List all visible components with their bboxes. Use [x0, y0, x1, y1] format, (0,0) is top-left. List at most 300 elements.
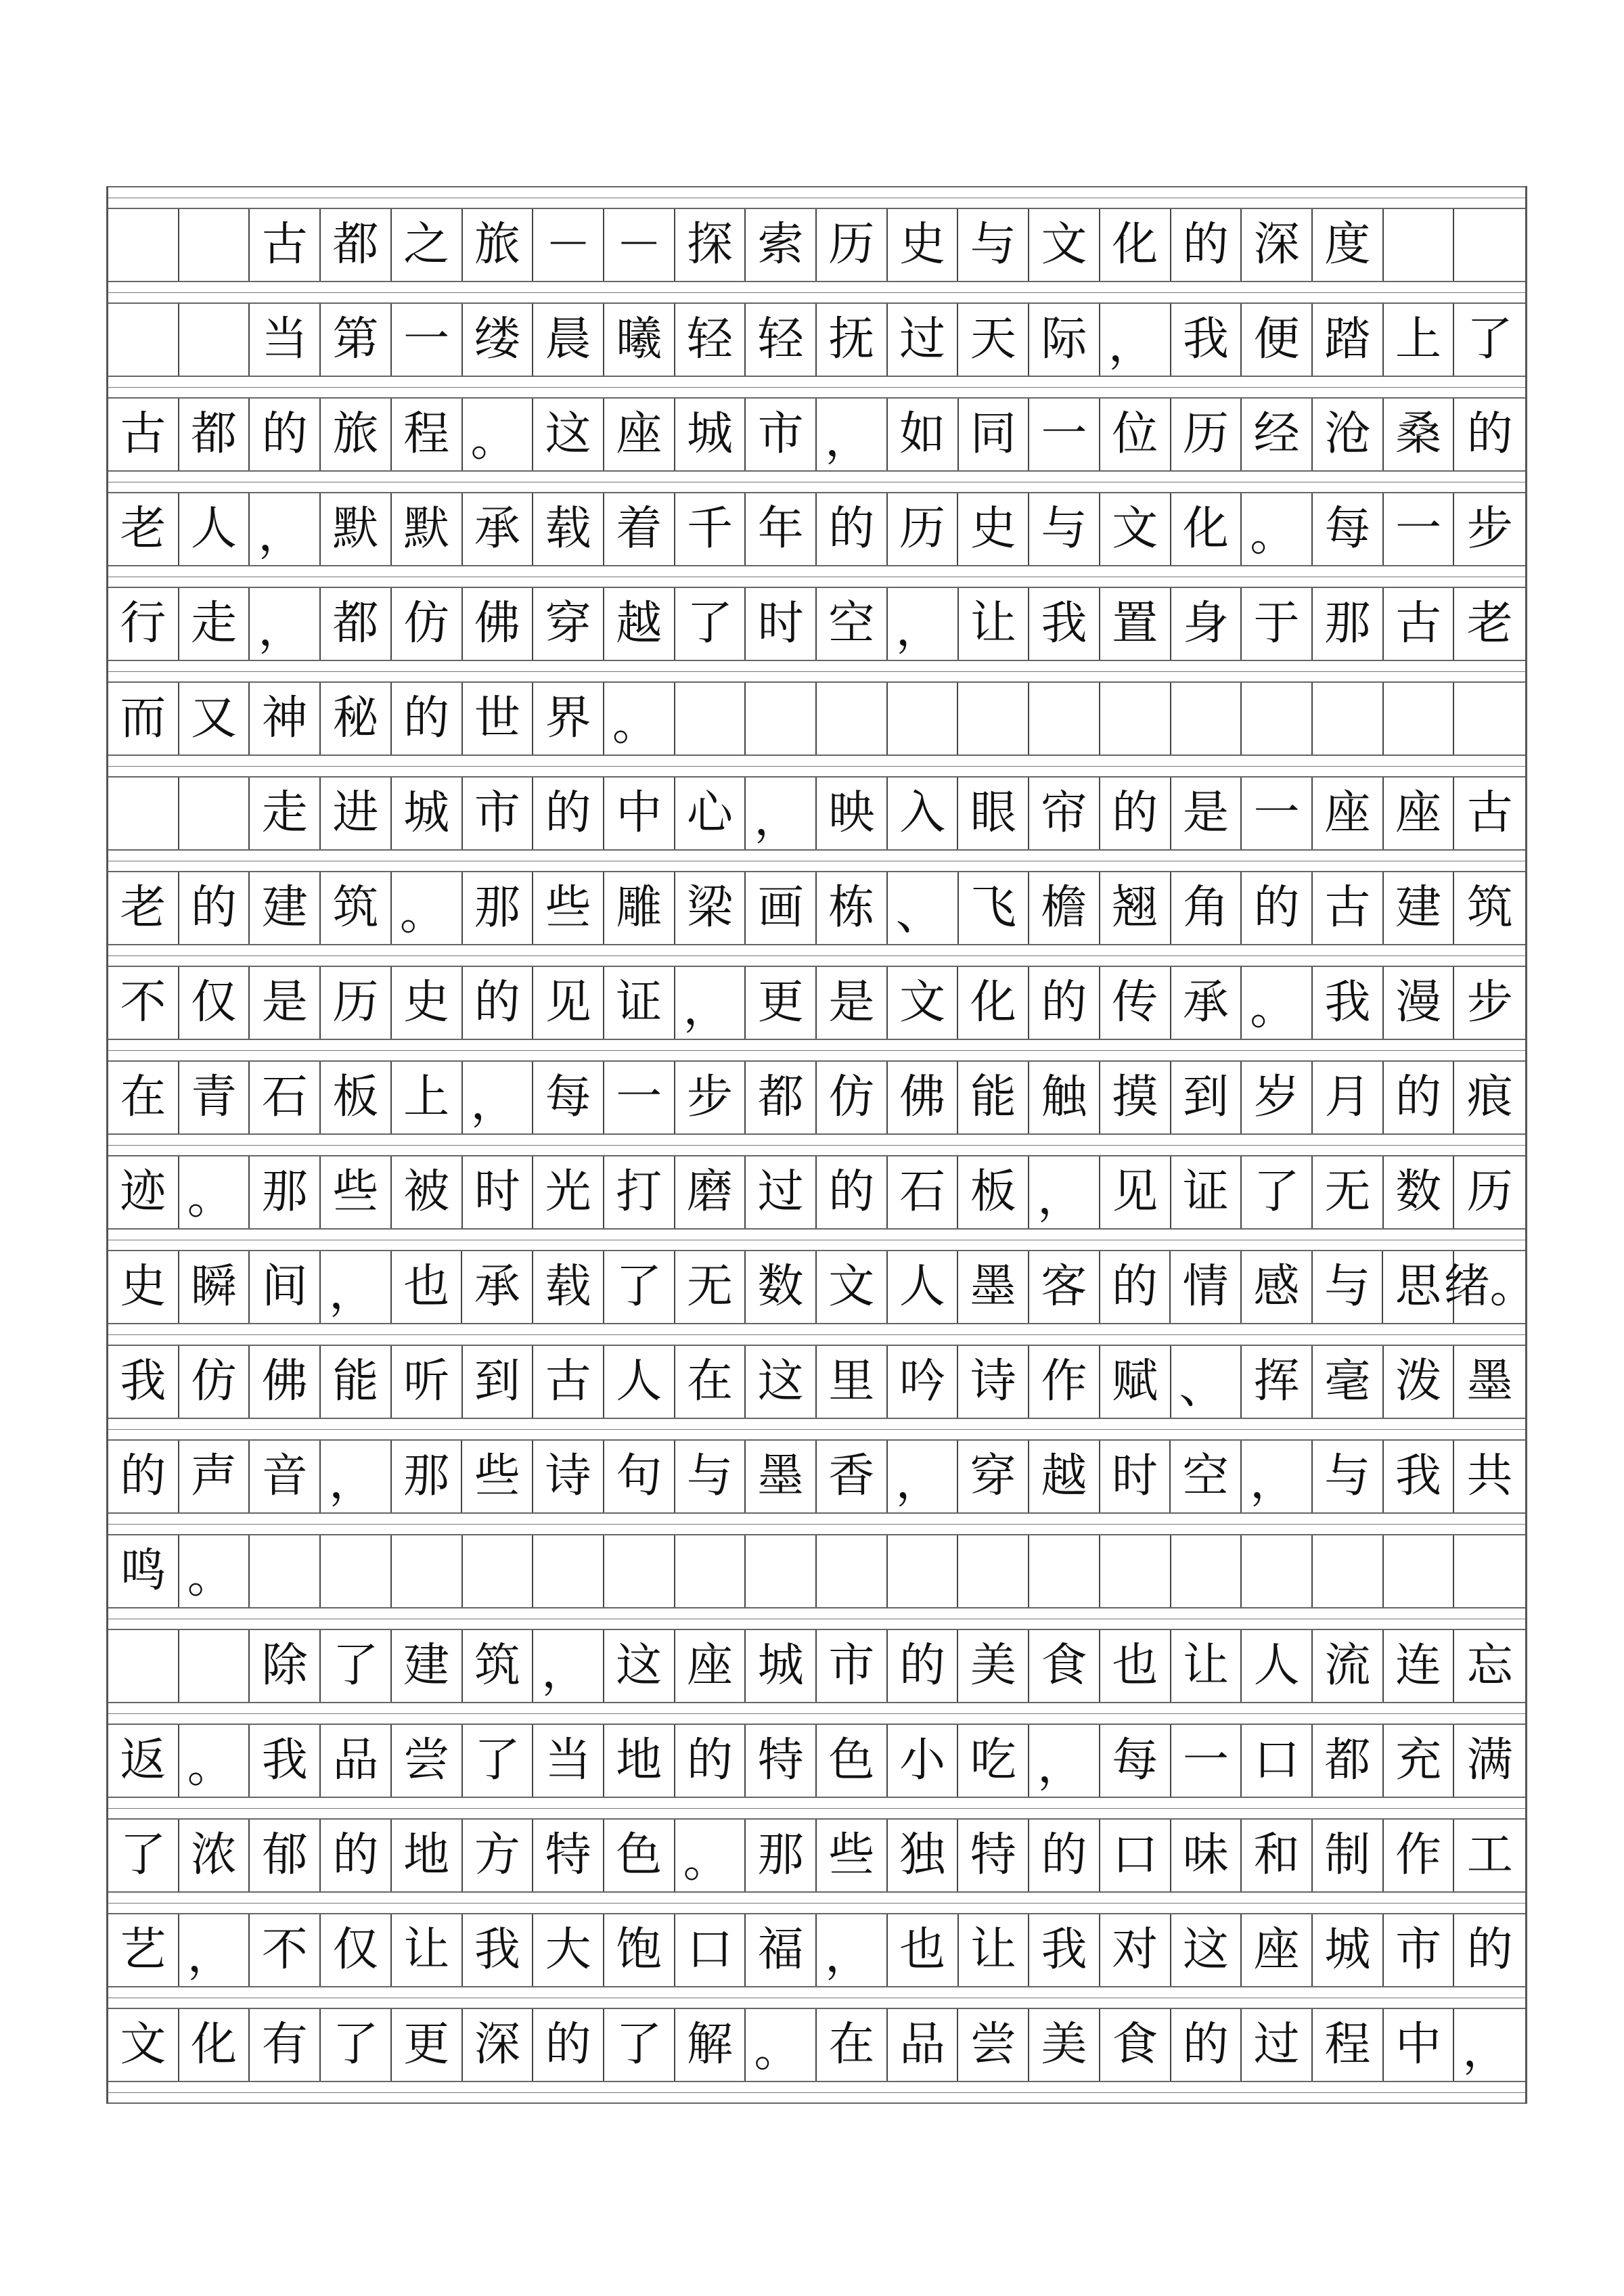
grid-cell: 进 — [321, 778, 392, 849]
grid-cell: 数 — [746, 1251, 817, 1323]
grid-cell: 入 — [888, 778, 959, 849]
grid-cell: ， — [250, 493, 321, 565]
grid-cell: 地 — [604, 1725, 675, 1797]
grid-cell: 了 — [604, 1251, 675, 1323]
grid-cell: 的 — [888, 1630, 959, 1702]
grid-cell: 行 — [108, 588, 179, 660]
grid-cell: 默 — [392, 493, 463, 565]
grid-cell: 越 — [1029, 1441, 1100, 1512]
grid-cell: 史 — [888, 209, 959, 281]
grid-cell: 化 — [179, 2009, 250, 2081]
grid-cell: 的 — [1171, 2009, 1242, 2081]
text-row — [108, 1346, 1525, 1418]
grid-cell: 独 — [888, 1820, 959, 1891]
empty-grid-cell — [675, 1535, 746, 1607]
grid-cell: 历 — [1171, 399, 1242, 470]
grid-cell: 音 — [250, 1441, 321, 1512]
ruled-gap — [108, 755, 1525, 778]
grid-cell: ， — [1029, 1156, 1100, 1228]
grid-cell: ， — [817, 1914, 888, 1986]
grid-cell: 人 — [179, 493, 250, 565]
empty-grid-cell — [179, 1630, 250, 1702]
grid-cell: 第 — [321, 304, 392, 376]
grid-cell: 栋 — [817, 872, 888, 944]
grid-cell: 打 — [604, 1156, 675, 1228]
grid-cell: 便 — [1242, 304, 1313, 376]
grid-cell: 天 — [958, 304, 1029, 376]
grid-cell: 帘 — [1029, 778, 1100, 849]
grid-cell: 无 — [675, 1251, 746, 1323]
grid-cell: 市 — [1384, 1914, 1455, 1986]
grid-cell: ， — [675, 967, 746, 1039]
empty-grid-cell — [1454, 1535, 1525, 1607]
grid-cell: 作 — [1029, 1346, 1100, 1418]
grid-cell: 句 — [604, 1441, 675, 1512]
grid-cell: 仅 — [321, 1914, 392, 1986]
grid-cell: 古 — [1384, 588, 1455, 660]
empty-grid-cell — [533, 1535, 604, 1607]
grid-cell: 与 — [1313, 1441, 1384, 1512]
grid-cell: 缕 — [463, 304, 534, 376]
grid-cell: 摸 — [1100, 1062, 1171, 1133]
grid-cell: 触 — [1029, 1062, 1100, 1133]
grid-cell: 这 — [533, 399, 604, 470]
grid-cell: 特 — [746, 1725, 817, 1797]
grid-cell: 返 — [108, 1725, 179, 1797]
grid-cell: 历 — [888, 493, 959, 565]
grid-cell: 载 — [533, 493, 604, 565]
grid-cell: 些 — [817, 1820, 888, 1891]
grid-cell: 市 — [817, 1630, 888, 1702]
grid-cell: 承 — [462, 1251, 533, 1323]
grid-cell: 与 — [1313, 1251, 1384, 1323]
empty-grid-cell — [179, 304, 250, 376]
grid-cell: 座 — [604, 399, 675, 470]
ruled-gap — [108, 660, 1525, 683]
grid-cell: 大 — [533, 1914, 604, 1986]
empty-grid-cell — [888, 683, 959, 755]
grid-cell: 都 — [321, 209, 392, 281]
grid-cell: 思 — [1383, 1251, 1454, 1323]
empty-grid-cell — [1313, 1535, 1384, 1607]
grid-cell: 如 — [888, 399, 959, 470]
grid-cell: 听 — [392, 1346, 463, 1418]
grid-cell: 漫 — [1384, 967, 1455, 1039]
grid-cell: 光 — [533, 1156, 604, 1228]
grid-cell: 诗 — [533, 1441, 604, 1512]
grid-cell: 作 — [1384, 1820, 1455, 1891]
grid-cell: ， — [1029, 1725, 1100, 1797]
empty-grid-cell — [1242, 1535, 1313, 1607]
empty-grid-cell — [888, 1535, 959, 1607]
grid-cell: 那 — [392, 1441, 463, 1512]
empty-grid-cell — [604, 1535, 675, 1607]
grid-cell: 也 — [888, 1914, 959, 1986]
grid-cell: 了 — [1242, 1156, 1313, 1228]
empty-grid-cell — [1100, 1535, 1171, 1607]
grid-cell: 的 — [533, 2009, 604, 2081]
grid-cell: 轻 — [746, 304, 817, 376]
grid-cell: 美 — [958, 1630, 1029, 1702]
grid-cell: 无 — [1313, 1156, 1384, 1228]
grid-cell: 数 — [1384, 1156, 1455, 1228]
grid-cell: 又 — [179, 683, 250, 755]
grid-cell: 而 — [108, 683, 179, 755]
grid-cell: 品 — [321, 1725, 392, 1797]
grid-cell: 些 — [321, 1156, 392, 1228]
grid-cell: 过 — [888, 304, 959, 376]
empty-grid-cell — [1242, 683, 1313, 755]
grid-cell: 那 — [250, 1156, 321, 1228]
grid-cell: 我 — [1384, 1441, 1455, 1512]
grid-cell: 上 — [392, 1062, 463, 1133]
grid-cell: 板 — [321, 1062, 392, 1133]
grid-cell: － — [533, 209, 604, 281]
grid-cell: 不 — [250, 1914, 321, 1986]
grid-cell: 中 — [1384, 2009, 1455, 2081]
grid-cell: 梁 — [675, 872, 746, 944]
grid-cell: 能 — [958, 1062, 1029, 1133]
grid-cell: 感 — [1242, 1251, 1313, 1323]
grid-cell: 赋 — [1100, 1346, 1171, 1418]
grid-cell: 过 — [1242, 2009, 1313, 2081]
grid-cell: 尝 — [958, 2009, 1029, 2081]
grid-cell: 是 — [817, 967, 888, 1039]
grid-cell: 建 — [1384, 872, 1455, 944]
grid-cell: 一 — [1384, 493, 1455, 565]
grid-cell: 满 — [1466, 1734, 1513, 1787]
grid-cell: 承 — [1171, 967, 1242, 1039]
grid-cell: 程 — [392, 399, 463, 470]
grid-cell: 市 — [746, 399, 817, 470]
text-row — [108, 588, 1525, 660]
empty-grid-cell — [675, 683, 746, 755]
grid-cell: 郁 — [250, 1820, 321, 1891]
grid-cell: 艺 — [108, 1914, 179, 1986]
grid-cell: 度 — [1313, 209, 1384, 281]
grid-cell: 鸣 — [108, 1535, 179, 1607]
grid-cell: 都 — [1313, 1725, 1384, 1797]
grid-cell: 迹 — [108, 1156, 179, 1228]
grid-cell: 晨 — [533, 304, 604, 376]
grid-cell: 老 — [108, 872, 179, 944]
grid-cell: 沧 — [1313, 399, 1384, 470]
grid-cell: 的 — [1466, 407, 1513, 461]
grid-cell: 是 — [250, 967, 321, 1039]
grid-cell: ， — [321, 1251, 392, 1323]
grid-cell: 秘 — [321, 683, 392, 755]
text-row — [108, 1251, 1536, 1323]
grid-cell: 文 — [888, 967, 959, 1039]
empty-grid-cell — [463, 1535, 534, 1607]
grid-cell: 能 — [321, 1346, 392, 1418]
grid-cell: 当 — [533, 1725, 604, 1797]
grid-cell: 心 — [675, 778, 746, 849]
grid-cell: 了 — [463, 1725, 534, 1797]
grid-cell: 吟 — [888, 1346, 959, 1418]
grid-cell: 的 — [817, 1156, 888, 1228]
grid-cell: 也 — [392, 1251, 463, 1323]
grid-cell: 深 — [1242, 209, 1313, 281]
grid-cell: 一 — [392, 304, 463, 376]
grid-cell: 这 — [746, 1346, 817, 1418]
grid-cell: 文 — [817, 1251, 888, 1323]
grid-cell: 老 — [108, 493, 179, 565]
grid-cell: 际 — [1029, 304, 1100, 376]
grid-cell: 小 — [888, 1725, 959, 1797]
empty-grid-cell — [746, 683, 817, 755]
empty-grid-cell — [1100, 683, 1171, 755]
ruled-gap — [108, 1891, 1525, 1914]
grid-cell: 食 — [1029, 1630, 1100, 1702]
text-row — [108, 778, 1525, 849]
ruled-gap — [108, 1986, 1525, 2009]
ruled-gap — [108, 1607, 1525, 1630]
empty-grid-cell — [250, 1535, 321, 1607]
empty-grid-cell — [1313, 683, 1384, 755]
grid-cell: 我 — [108, 1346, 179, 1418]
grid-cell: 让 — [959, 588, 1030, 660]
grid-cell: 工 — [1466, 1828, 1513, 1882]
grid-cell: 时 — [746, 588, 817, 660]
grid-cell: 方 — [463, 1820, 534, 1891]
grid-cell: 福 — [746, 1914, 817, 1986]
grid-cell: 同 — [959, 399, 1030, 470]
grid-cell: 筑 — [1466, 881, 1513, 935]
grid-cell: 的 — [817, 493, 888, 565]
ruled-gap — [108, 1702, 1525, 1725]
grid-cell: 城 — [746, 1630, 817, 1702]
grid-cell: 磨 — [675, 1156, 746, 1228]
grid-cell: 的 — [675, 1725, 746, 1797]
grid-cell: 着 — [604, 493, 675, 565]
grid-cell: 尝 — [392, 1725, 463, 1797]
grid-cell: 佛 — [250, 1346, 321, 1418]
grid-cell: 的 — [1171, 209, 1242, 281]
grid-cell: 也 — [1100, 1630, 1171, 1702]
grid-cell: 绪。 — [1443, 1260, 1536, 1313]
grid-cell: 共 — [1466, 1449, 1513, 1503]
grid-cell: 载 — [533, 1251, 604, 1323]
grid-cell: 座 — [1313, 778, 1384, 849]
grid-cell: 了 — [321, 1630, 392, 1702]
grid-cell: 味 — [1171, 1820, 1242, 1891]
grid-cell: 位 — [1100, 399, 1171, 470]
grid-cell: 除 — [250, 1630, 321, 1702]
grid-cell: 史 — [392, 967, 463, 1039]
grid-cell: 食 — [1100, 2009, 1171, 2081]
empty-grid-cell — [1384, 683, 1455, 755]
grid-cell: 里 — [817, 1346, 888, 1418]
grid-cell: 了 — [321, 2009, 392, 2081]
grid-cell: 都 — [746, 1062, 817, 1133]
grid-cell: 充 — [1384, 1725, 1455, 1797]
grid-cell: 我 — [1029, 588, 1100, 660]
grid-cell: 、 — [1171, 1346, 1242, 1418]
grid-cell: 映 — [817, 778, 888, 849]
empty-grid-cell — [108, 209, 179, 281]
grid-cell: 、 — [888, 872, 959, 944]
grid-cell: 古 — [1313, 872, 1384, 944]
grid-cell: 的 — [108, 1441, 179, 1512]
grid-cell: 忘 — [1466, 1639, 1513, 1692]
grid-cell: 过 — [746, 1156, 817, 1228]
text-row — [108, 1630, 1525, 1702]
grid-cell: 痕 — [1466, 1071, 1513, 1124]
grid-cell: 时 — [463, 1156, 534, 1228]
grid-cell: 的 — [392, 683, 463, 755]
grid-cell: 城 — [675, 399, 746, 470]
grid-cell: 眼 — [958, 778, 1029, 849]
grid-cell: 有 — [250, 2009, 321, 2081]
grid-cell: 口 — [1100, 1820, 1171, 1891]
grid-cell: 身 — [1171, 588, 1242, 660]
grid-cell: 的 — [321, 1820, 392, 1891]
grid-cell: 的 — [1029, 1820, 1100, 1891]
grid-cell: 穿 — [533, 588, 604, 660]
grid-cell: ， — [1462, 2024, 1509, 2077]
grid-cell: 默 — [321, 493, 392, 565]
grid-cell: 都 — [179, 399, 250, 470]
grid-cell: 一 — [1171, 1725, 1242, 1797]
grid-cell: 于 — [1242, 588, 1313, 660]
grid-cell: 历 — [321, 967, 392, 1039]
grid-cell: 文 — [1029, 209, 1100, 281]
grid-cell: 传 — [1100, 967, 1171, 1039]
grid-cell: 。 — [179, 1535, 250, 1607]
grid-cell: 一 — [604, 1062, 675, 1133]
grid-cell: 每 — [1100, 1725, 1171, 1797]
ruled-gap — [108, 1133, 1525, 1156]
grid-cell: 索 — [746, 209, 817, 281]
grid-cell: 这 — [604, 1630, 675, 1702]
grid-cell: 化 — [1171, 493, 1242, 565]
grid-cell: 空 — [817, 588, 888, 660]
grid-cell: 挥 — [1242, 1346, 1313, 1418]
grid-cell: 与 — [958, 209, 1029, 281]
grid-cell: 建 — [250, 872, 321, 944]
grid-cell: 那 — [746, 1820, 817, 1891]
grid-cell: 的 — [1466, 1923, 1513, 1977]
grid-cell: 世 — [463, 683, 534, 755]
ruled-gap — [108, 1228, 1525, 1251]
grid-cell: 是 — [1171, 778, 1242, 849]
grid-cell: 见 — [533, 967, 604, 1039]
grid-cell: ， — [250, 588, 321, 660]
empty-grid-cell — [392, 1535, 463, 1607]
ruled-gap — [108, 186, 1525, 209]
grid-cell: 座 — [1242, 1914, 1313, 1986]
grid-cell: 。 — [746, 2009, 817, 2081]
grid-cell: 画 — [746, 872, 817, 944]
grid-cell: 美 — [1029, 2009, 1100, 2081]
grid-cell: 的 — [250, 399, 321, 470]
ruled-gap — [108, 1797, 1525, 1820]
grid-cell: 曦 — [604, 304, 675, 376]
empty-grid-cell — [108, 778, 179, 849]
grid-cell: 让 — [1171, 1630, 1242, 1702]
grid-cell: 古 — [1466, 786, 1513, 840]
grid-cell: 这 — [1171, 1914, 1242, 1986]
ruled-gap — [108, 376, 1525, 399]
grid-cell: 步 — [675, 1062, 746, 1133]
grid-cell: 檐 — [1029, 872, 1100, 944]
grid-cell: 石 — [250, 1062, 321, 1133]
grid-cell: 筑 — [463, 1630, 534, 1702]
grid-cell: 空 — [1171, 1441, 1242, 1512]
grid-cell: 了 — [1466, 313, 1513, 366]
grid-cell: 穿 — [958, 1441, 1029, 1512]
grid-cell: 的 — [1029, 967, 1100, 1039]
grid-cell: 桑 — [1384, 399, 1455, 470]
grid-cell: 我 — [1171, 304, 1242, 376]
grid-cell: 的 — [1100, 778, 1171, 849]
empty-grid-cell — [1454, 209, 1525, 281]
grid-cell: － — [604, 209, 675, 281]
grid-cell: 了 — [108, 1820, 179, 1891]
grid-cell: 诗 — [958, 1346, 1029, 1418]
grid-cell: 客 — [1029, 1251, 1100, 1323]
grid-cell: 在 — [675, 1346, 746, 1418]
grid-cell: 。 — [675, 1820, 746, 1891]
empty-grid-cell — [108, 1630, 179, 1702]
empty-grid-cell — [1384, 1535, 1455, 1607]
text-row — [108, 1725, 1525, 1797]
ruled-gap — [108, 565, 1525, 588]
grid-cell: ， — [746, 778, 817, 849]
grid-cell: 证 — [1171, 1156, 1242, 1228]
ruled-gap — [108, 1323, 1525, 1346]
grid-cell: 史 — [958, 493, 1029, 565]
grid-cell: 界 — [533, 683, 604, 755]
grid-cell: 角 — [1171, 872, 1242, 944]
grid-cell: 轻 — [675, 304, 746, 376]
grid-cell: 流 — [1313, 1630, 1384, 1702]
ruled-gap — [108, 281, 1525, 304]
grid-cell: 每 — [533, 1062, 604, 1133]
empty-grid-cell — [817, 1535, 888, 1607]
text-row — [108, 1156, 1525, 1228]
grid-cell: 文 — [108, 2009, 179, 2081]
grid-cell: 板 — [958, 1156, 1029, 1228]
grid-cell: 古 — [250, 209, 321, 281]
text-row — [108, 683, 1525, 755]
grid-cell: 情 — [1171, 1251, 1242, 1323]
grid-cell: 被 — [392, 1156, 463, 1228]
text-row — [108, 1820, 1525, 1891]
title-row — [108, 209, 1525, 281]
text-row — [108, 872, 1525, 944]
grid-cell: 解 — [675, 2009, 746, 2081]
grid-cell: 仿 — [179, 1346, 250, 1418]
grid-cell: 旅 — [321, 399, 392, 470]
empty-grid-cell — [1171, 683, 1242, 755]
grid-cell: 我 — [1029, 1914, 1100, 1986]
grid-cell: 青 — [179, 1062, 250, 1133]
grid-cell: 地 — [392, 1820, 463, 1891]
grid-cell: 。 — [179, 1156, 250, 1228]
text-row — [108, 399, 1525, 470]
grid-cell: 抚 — [817, 304, 888, 376]
grid-cell: 墨 — [746, 1441, 817, 1512]
grid-cell: 墨 — [958, 1251, 1029, 1323]
grid-cell: 香 — [817, 1441, 888, 1512]
text-row — [108, 2009, 1525, 2081]
grid-cell: 老 — [1466, 597, 1513, 650]
grid-cell: 人 — [604, 1346, 675, 1418]
ruled-gap — [108, 1418, 1525, 1441]
grid-cell: 城 — [392, 778, 463, 849]
